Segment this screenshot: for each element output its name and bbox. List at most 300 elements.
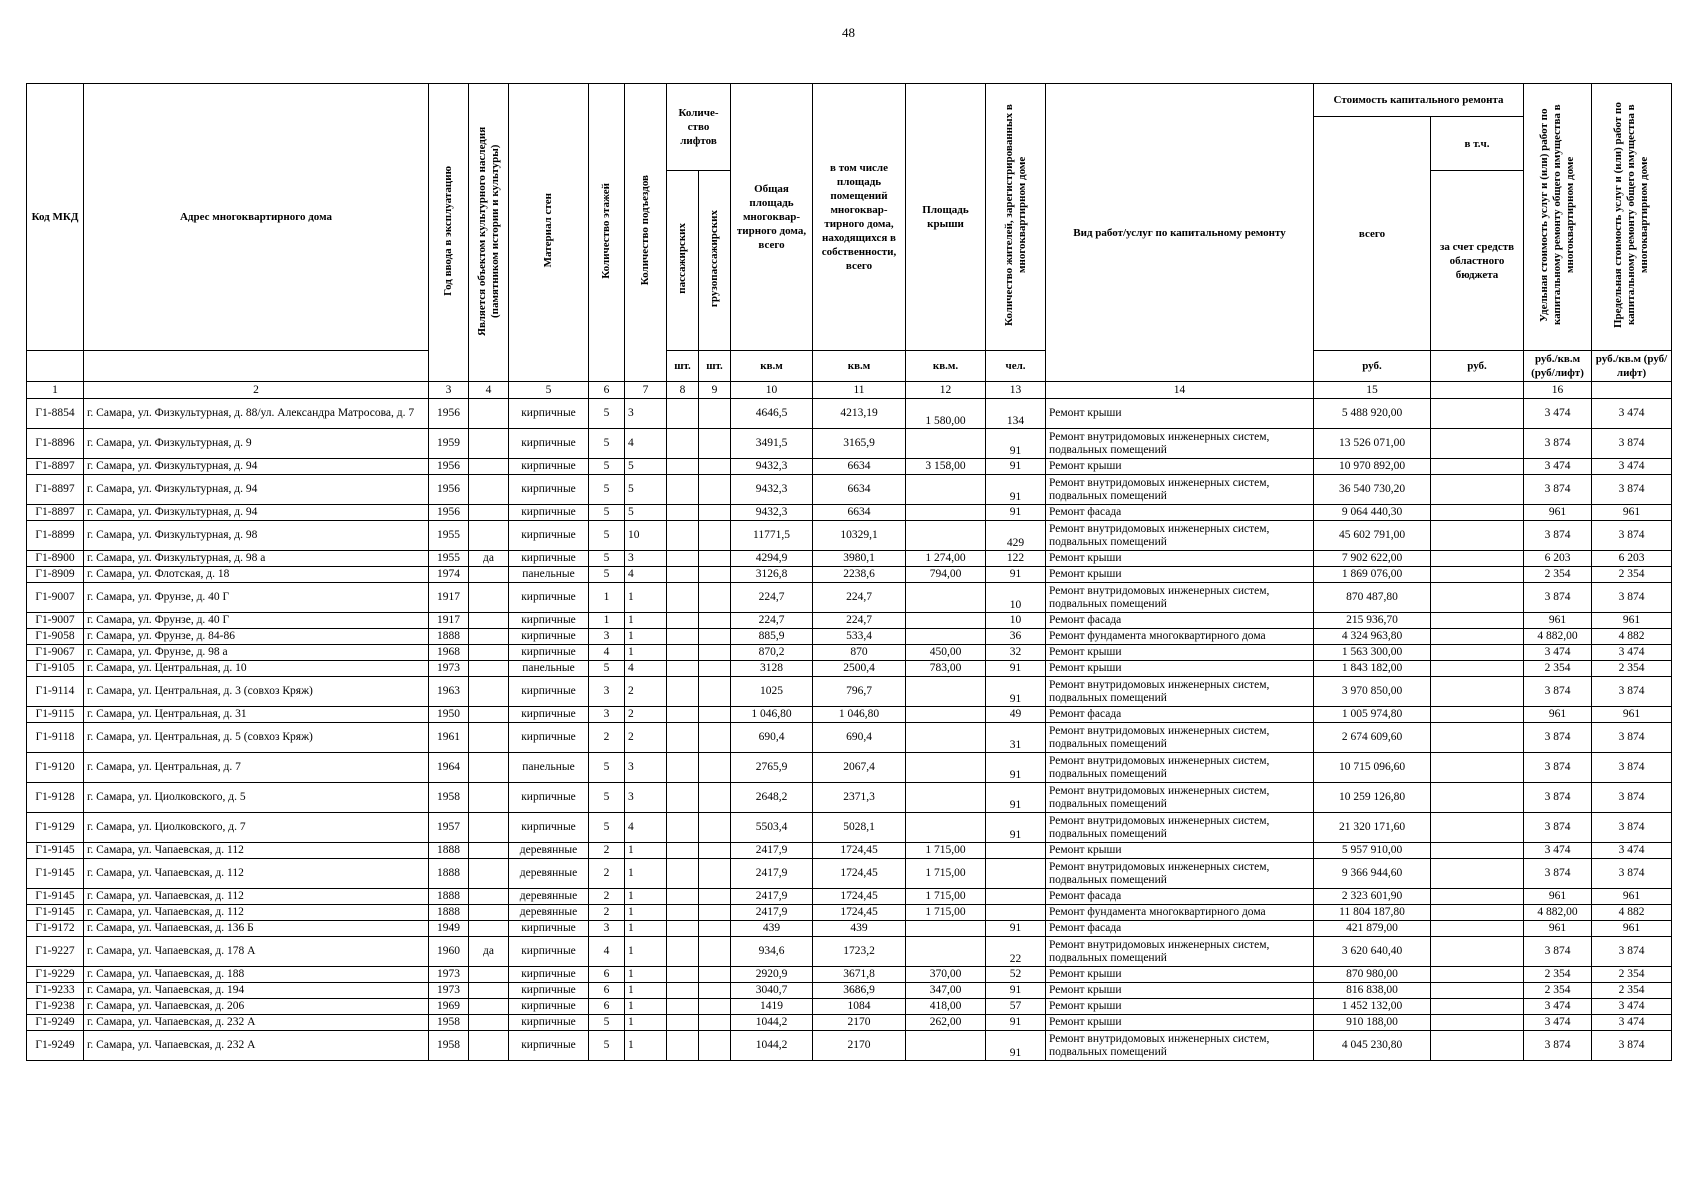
row-unit-cost: 3 474 (1524, 1015, 1592, 1031)
row-limit-cost: 3 874 (1592, 1031, 1672, 1061)
row-code: Г1-8897 (27, 475, 84, 505)
row-floors: 3 (589, 707, 625, 723)
row-floors: 3 (589, 921, 625, 937)
row-entrances: 5 (625, 459, 667, 475)
row-cost-total: 215 936,70 (1314, 613, 1431, 629)
row-heritage (469, 1015, 509, 1031)
row-lifts-pass (667, 459, 699, 475)
row-residents: 57 (986, 999, 1046, 1015)
row-heritage (469, 583, 509, 613)
row-code: Г1-9249 (27, 1031, 84, 1061)
table-row (27, 905, 1672, 921)
row-limit-cost: 3 874 (1592, 521, 1672, 551)
row-roof-area (906, 783, 986, 813)
row-entrances: 1 (625, 889, 667, 905)
row-lifts-pass (667, 707, 699, 723)
row-roof-area: 1 715,00 (906, 905, 986, 921)
row-roof-area (906, 583, 986, 613)
row-work-type: Ремонт внутридомовых инженерных систем, подвальных помещений (1046, 813, 1314, 843)
row-floors: 2 (589, 889, 625, 905)
row-entrances: 4 (625, 661, 667, 677)
row-heritage (469, 707, 509, 723)
column-number: 13 (986, 382, 1046, 399)
row-roof-area: 1 715,00 (906, 843, 986, 859)
table-row (27, 629, 1672, 645)
row-heritage (469, 429, 509, 459)
row-floors: 4 (589, 937, 625, 967)
row-wall: кирпичные (509, 583, 589, 613)
row-owned-area: 1723,2 (813, 937, 906, 967)
row-lifts-pass (667, 1031, 699, 1061)
row-address: г. Самара, ул. Фрунзе, д. 98 а (84, 645, 429, 661)
row-code: Г1-9120 (27, 753, 84, 783)
row-heritage (469, 567, 509, 583)
row-year: 1964 (429, 753, 469, 783)
row-owned-area: 2500,4 (813, 661, 906, 677)
row-lifts-pass (667, 661, 699, 677)
row-roof-area: 418,00 (906, 999, 986, 1015)
row-total-area: 870,2 (731, 645, 813, 661)
row-total-area: 1419 (731, 999, 813, 1015)
row-entrances: 4 (625, 567, 667, 583)
row-heritage (469, 399, 509, 429)
row-work-type: Ремонт внутридомовых инженерных систем, подвальных помещений (1046, 1031, 1314, 1061)
column-number: 1 (27, 382, 84, 399)
row-unit-cost: 3 874 (1524, 753, 1592, 783)
row-year: 1888 (429, 843, 469, 859)
row-year: 1957 (429, 813, 469, 843)
table-row (27, 521, 1672, 551)
row-code: Г1-9145 (27, 889, 84, 905)
row-roof-area (906, 429, 986, 459)
row-address: г. Самара, ул. Флотская, д. 18 (84, 567, 429, 583)
row-code: Г1-8854 (27, 399, 84, 429)
row-total-area: 439 (731, 921, 813, 937)
row-heritage (469, 967, 509, 983)
row-entrances: 10 (625, 521, 667, 551)
row-heritage (469, 921, 509, 937)
row-residents: 429 (986, 521, 1046, 551)
row-lifts-pass (667, 967, 699, 983)
column-number: 9 (699, 382, 731, 399)
row-lifts-freight (699, 459, 731, 475)
row-owned-area: 870 (813, 645, 906, 661)
row-wall: кирпичные (509, 937, 589, 967)
row-wall: кирпичные (509, 999, 589, 1015)
row-owned-area: 6634 (813, 475, 906, 505)
row-floors: 1 (589, 583, 625, 613)
row-work-type: Ремонт крыши (1046, 843, 1314, 859)
row-limit-cost: 3 874 (1592, 813, 1672, 843)
row-total-area: 2417,9 (731, 843, 813, 859)
row-code: Г1-9145 (27, 905, 84, 921)
row-address: г. Самара, ул. Физкультурная, д. 94 (84, 475, 429, 505)
row-year: 1949 (429, 921, 469, 937)
row-lifts-pass (667, 999, 699, 1015)
row-work-type: Ремонт крыши (1046, 983, 1314, 999)
row-cost-total: 870 487,80 (1314, 583, 1431, 613)
unit-lifts-pass: шт. (667, 351, 699, 382)
row-total-area: 2648,2 (731, 783, 813, 813)
row-address: г. Самара, ул. Чапаевская, д. 112 (84, 843, 429, 859)
row-residents (986, 859, 1046, 889)
row-owned-area: 6634 (813, 459, 906, 475)
row-address: г. Самара, ул. Чапаевская, д. 232 А (84, 1015, 429, 1031)
row-lifts-freight (699, 859, 731, 889)
row-year: 1973 (429, 661, 469, 677)
row-work-type: Ремонт фундамента многоквартирного дома (1046, 905, 1314, 921)
row-lifts-pass (667, 753, 699, 783)
row-unit-cost: 961 (1524, 921, 1592, 937)
header-lifts-freight: грузопассажирских (708, 209, 720, 308)
row-heritage (469, 983, 509, 999)
column-number: 16 (1524, 382, 1592, 399)
row-roof-area: 783,00 (906, 661, 986, 677)
row-lifts-freight (699, 661, 731, 677)
row-unit-cost: 2 354 (1524, 983, 1592, 999)
row-lifts-pass (667, 937, 699, 967)
row-floors: 6 (589, 999, 625, 1015)
row-entrances: 1 (625, 583, 667, 613)
row-entrances: 2 (625, 723, 667, 753)
row-year: 1961 (429, 723, 469, 753)
row-total-area: 224,7 (731, 583, 813, 613)
row-year: 1950 (429, 707, 469, 723)
row-total-area: 885,9 (731, 629, 813, 645)
row-owned-area: 439 (813, 921, 906, 937)
row-residents: 36 (986, 629, 1046, 645)
row-year: 1917 (429, 613, 469, 629)
row-address: г. Самара, ул. Физкультурная, д. 9 (84, 429, 429, 459)
row-limit-cost: 2 354 (1592, 661, 1672, 677)
row-lifts-pass (667, 429, 699, 459)
row-code: Г1-9145 (27, 843, 84, 859)
row-floors: 5 (589, 567, 625, 583)
row-lifts-pass (667, 521, 699, 551)
row-floors: 6 (589, 983, 625, 999)
row-lifts-pass (667, 505, 699, 521)
row-residents: 91 (986, 505, 1046, 521)
row-entrances: 1 (625, 1015, 667, 1031)
row-cost-regional (1431, 677, 1524, 707)
table-row (27, 1015, 1672, 1031)
row-limit-cost: 3 474 (1592, 999, 1672, 1015)
row-cost-total: 10 970 892,00 (1314, 459, 1431, 475)
table-row (27, 783, 1672, 813)
row-year: 1959 (429, 429, 469, 459)
row-code: Г1-9007 (27, 613, 84, 629)
row-cost-total: 870 980,00 (1314, 967, 1431, 983)
header-code: Код МКД (27, 84, 84, 351)
row-lifts-freight (699, 645, 731, 661)
row-year: 1956 (429, 475, 469, 505)
row-wall: кирпичные (509, 429, 589, 459)
row-year: 1968 (429, 645, 469, 661)
row-cost-total: 1 452 132,00 (1314, 999, 1431, 1015)
row-owned-area: 2170 (813, 1015, 906, 1031)
row-roof-area: 1 580,00 (906, 399, 986, 429)
header-roof-area: Площадь крыши (906, 84, 986, 351)
row-address: г. Самара, ул. Чапаевская, д. 112 (84, 905, 429, 921)
row-unit-cost: 2 354 (1524, 567, 1592, 583)
row-cost-regional (1431, 1015, 1524, 1031)
row-floors: 2 (589, 843, 625, 859)
row-lifts-freight (699, 567, 731, 583)
row-residents: 22 (986, 937, 1046, 967)
row-cost-total: 816 838,00 (1314, 983, 1431, 999)
row-total-area: 9432,3 (731, 475, 813, 505)
row-wall: кирпичные (509, 645, 589, 661)
column-number: 3 (429, 382, 469, 399)
row-entrances: 1 (625, 859, 667, 889)
row-cost-regional (1431, 967, 1524, 983)
row-owned-area: 3165,9 (813, 429, 906, 459)
row-lifts-pass (667, 583, 699, 613)
row-year: 1958 (429, 783, 469, 813)
row-lifts-pass (667, 843, 699, 859)
row-year: 1963 (429, 677, 469, 707)
header-lifts-pass: пассажирских (676, 223, 688, 294)
row-work-type: Ремонт внутридомовых инженерных систем, подвальных помещений (1046, 583, 1314, 613)
row-work-type: Ремонт внутридомовых инженерных систем, подвальных помещений (1046, 677, 1314, 707)
row-residents (986, 889, 1046, 905)
row-year: 1888 (429, 889, 469, 905)
row-lifts-freight (699, 677, 731, 707)
header-cost-group: Стоимость капитального ремонта (1314, 84, 1524, 117)
row-residents: 91 (986, 567, 1046, 583)
row-work-type: Ремонт внутридомовых инженерных систем, подвальных помещений (1046, 753, 1314, 783)
row-unit-cost: 3 474 (1524, 843, 1592, 859)
unit-cost-regional: руб. (1431, 351, 1524, 382)
row-heritage: да (469, 937, 509, 967)
row-lifts-freight (699, 921, 731, 937)
row-roof-area (906, 937, 986, 967)
row-work-type: Ремонт крыши (1046, 459, 1314, 475)
row-heritage (469, 813, 509, 843)
table-row (27, 983, 1672, 999)
row-code: Г1-9118 (27, 723, 84, 753)
row-entrances: 1 (625, 1031, 667, 1061)
row-year: 1888 (429, 859, 469, 889)
row-limit-cost: 961 (1592, 613, 1672, 629)
row-unit-cost: 3 874 (1524, 813, 1592, 843)
row-year: 1956 (429, 505, 469, 521)
row-entrances: 5 (625, 475, 667, 505)
row-lifts-freight (699, 753, 731, 783)
row-code: Г1-9128 (27, 783, 84, 813)
row-heritage (469, 677, 509, 707)
table-row (27, 889, 1672, 905)
row-unit-cost: 6 203 (1524, 551, 1592, 567)
row-lifts-freight (699, 629, 731, 645)
row-entrances: 1 (625, 937, 667, 967)
row-cost-total: 2 674 609,60 (1314, 723, 1431, 753)
table-row (27, 999, 1672, 1015)
row-cost-total: 910 188,00 (1314, 1015, 1431, 1031)
row-residents: 91 (986, 783, 1046, 813)
row-code: Г1-9238 (27, 999, 84, 1015)
row-heritage (469, 645, 509, 661)
row-roof-area: 450,00 (906, 645, 986, 661)
row-code: Г1-9067 (27, 645, 84, 661)
row-floors: 5 (589, 475, 625, 505)
row-owned-area: 1724,45 (813, 905, 906, 921)
row-residents: 91 (986, 1015, 1046, 1031)
row-residents: 91 (986, 677, 1046, 707)
row-code: Г1-9129 (27, 813, 84, 843)
row-entrances: 1 (625, 921, 667, 937)
row-heritage (469, 661, 509, 677)
row-entrances: 1 (625, 905, 667, 921)
row-address: г. Самара, ул. Центральная, д. 5 (совхоз Кряж) (84, 723, 429, 753)
row-residents: 91 (986, 459, 1046, 475)
row-unit-cost: 961 (1524, 707, 1592, 723)
row-entrances: 1 (625, 999, 667, 1015)
unit-roof-area: кв.м. (906, 351, 986, 382)
row-owned-area: 796,7 (813, 677, 906, 707)
column-number: 10 (731, 382, 813, 399)
row-heritage (469, 843, 509, 859)
row-owned-area: 690,4 (813, 723, 906, 753)
row-roof-area (906, 723, 986, 753)
column-number: 6 (589, 382, 625, 399)
header-unit-cost: Удельная стоимость услуг и (или) работ по капитальному ремонту общего имущества в многоквартирном доме (1538, 104, 1577, 326)
row-cost-regional (1431, 645, 1524, 661)
table-row (27, 583, 1672, 613)
row-lifts-pass (667, 677, 699, 707)
row-roof-area: 794,00 (906, 567, 986, 583)
row-cost-regional (1431, 567, 1524, 583)
row-roof-area (906, 707, 986, 723)
row-address: г. Самара, ул. Центральная, д. 3 (совхоз Кряж) (84, 677, 429, 707)
row-total-area: 5503,4 (731, 813, 813, 843)
row-code: Г1-9233 (27, 983, 84, 999)
row-owned-area: 1084 (813, 999, 906, 1015)
row-total-area: 3128 (731, 661, 813, 677)
row-unit-cost: 3 874 (1524, 475, 1592, 505)
unit-owned-area: кв.м (813, 351, 906, 382)
row-entrances: 2 (625, 707, 667, 723)
row-cost-regional (1431, 551, 1524, 567)
row-roof-area (906, 505, 986, 521)
row-cost-total: 3 620 640,40 (1314, 937, 1431, 967)
row-owned-area: 2067,4 (813, 753, 906, 783)
row-code: Г1-8900 (27, 551, 84, 567)
row-wall: кирпичные (509, 521, 589, 551)
row-residents: 91 (986, 429, 1046, 459)
table-row (27, 921, 1672, 937)
row-work-type: Ремонт крыши (1046, 999, 1314, 1015)
header-heritage: Является объектом культурного наследия (памятником истории и культуры) (475, 125, 501, 336)
row-code: Г1-8909 (27, 567, 84, 583)
row-owned-area: 3980,1 (813, 551, 906, 567)
row-residents: 91 (986, 921, 1046, 937)
header-total-area: Общая площадь многоквар- тирного дома, всего (731, 84, 813, 351)
row-floors: 5 (589, 551, 625, 567)
row-year: 1958 (429, 1031, 469, 1061)
row-unit-cost: 3 474 (1524, 399, 1592, 429)
table-row (27, 967, 1672, 983)
row-owned-area: 3686,9 (813, 983, 906, 999)
header-cost-regional: за счет средств областного бюджета (1431, 171, 1524, 351)
row-limit-cost: 3 474 (1592, 399, 1672, 429)
row-entrances: 1 (625, 843, 667, 859)
row-year: 1973 (429, 967, 469, 983)
row-owned-area: 2238,6 (813, 567, 906, 583)
row-cost-total: 5 957 910,00 (1314, 843, 1431, 859)
row-limit-cost: 3 874 (1592, 937, 1672, 967)
table-row (27, 843, 1672, 859)
row-lifts-pass (667, 399, 699, 429)
row-heritage: да (469, 551, 509, 567)
unit-lifts-freight: шт. (699, 351, 731, 382)
row-address: г. Самара, ул. Физкультурная, д. 98 (84, 521, 429, 551)
row-lifts-freight (699, 889, 731, 905)
row-lifts-pass (667, 551, 699, 567)
row-residents: 91 (986, 475, 1046, 505)
row-lifts-freight (699, 905, 731, 921)
row-cost-total: 13 526 071,00 (1314, 429, 1431, 459)
row-wall: кирпичные (509, 677, 589, 707)
row-residents: 122 (986, 551, 1046, 567)
row-address: г. Самара, ул. Чапаевская, д. 112 (84, 859, 429, 889)
row-year: 1917 (429, 583, 469, 613)
row-address: г. Самара, ул. Чапаевская, д. 194 (84, 983, 429, 999)
row-owned-area: 1724,45 (813, 859, 906, 889)
row-floors: 5 (589, 753, 625, 783)
row-wall: кирпичные (509, 629, 589, 645)
row-roof-area (906, 629, 986, 645)
row-owned-area: 224,7 (813, 613, 906, 629)
row-roof-area (906, 753, 986, 783)
row-work-type: Ремонт внутридомовых инженерных систем, подвальных помещений (1046, 783, 1314, 813)
row-work-type: Ремонт внутридомовых инженерных систем, подвальных помещений (1046, 859, 1314, 889)
row-floors: 5 (589, 459, 625, 475)
row-wall: кирпичные (509, 783, 589, 813)
row-entrances: 3 (625, 783, 667, 813)
row-heritage (469, 521, 509, 551)
unit-unit-cost: руб./кв.м (руб/лифт) (1524, 351, 1592, 382)
row-address: г. Самара, ул. Чапаевская, д. 178 А (84, 937, 429, 967)
table-row (27, 429, 1672, 459)
row-code: Г1-8897 (27, 459, 84, 475)
row-unit-cost: 3 474 (1524, 459, 1592, 475)
row-cost-regional (1431, 889, 1524, 905)
row-wall: кирпичные (509, 967, 589, 983)
row-cost-total: 1 005 974,80 (1314, 707, 1431, 723)
row-owned-area: 2170 (813, 1031, 906, 1061)
row-floors: 5 (589, 505, 625, 521)
table-row (27, 937, 1672, 967)
table-row (27, 459, 1672, 475)
row-limit-cost: 4 882 (1592, 905, 1672, 921)
row-lifts-freight (699, 723, 731, 753)
row-limit-cost: 961 (1592, 889, 1672, 905)
row-cost-regional (1431, 859, 1524, 889)
row-roof-area: 1 715,00 (906, 889, 986, 905)
row-total-area: 2417,9 (731, 905, 813, 921)
row-floors: 5 (589, 429, 625, 459)
row-year: 1973 (429, 983, 469, 999)
table-row (27, 1031, 1672, 1061)
row-limit-cost: 3 874 (1592, 475, 1672, 505)
row-entrances: 3 (625, 399, 667, 429)
row-entrances: 2 (625, 677, 667, 707)
row-lifts-freight (699, 783, 731, 813)
row-cost-total: 3 970 850,00 (1314, 677, 1431, 707)
row-unit-cost: 3 874 (1524, 677, 1592, 707)
row-owned-area: 10329,1 (813, 521, 906, 551)
